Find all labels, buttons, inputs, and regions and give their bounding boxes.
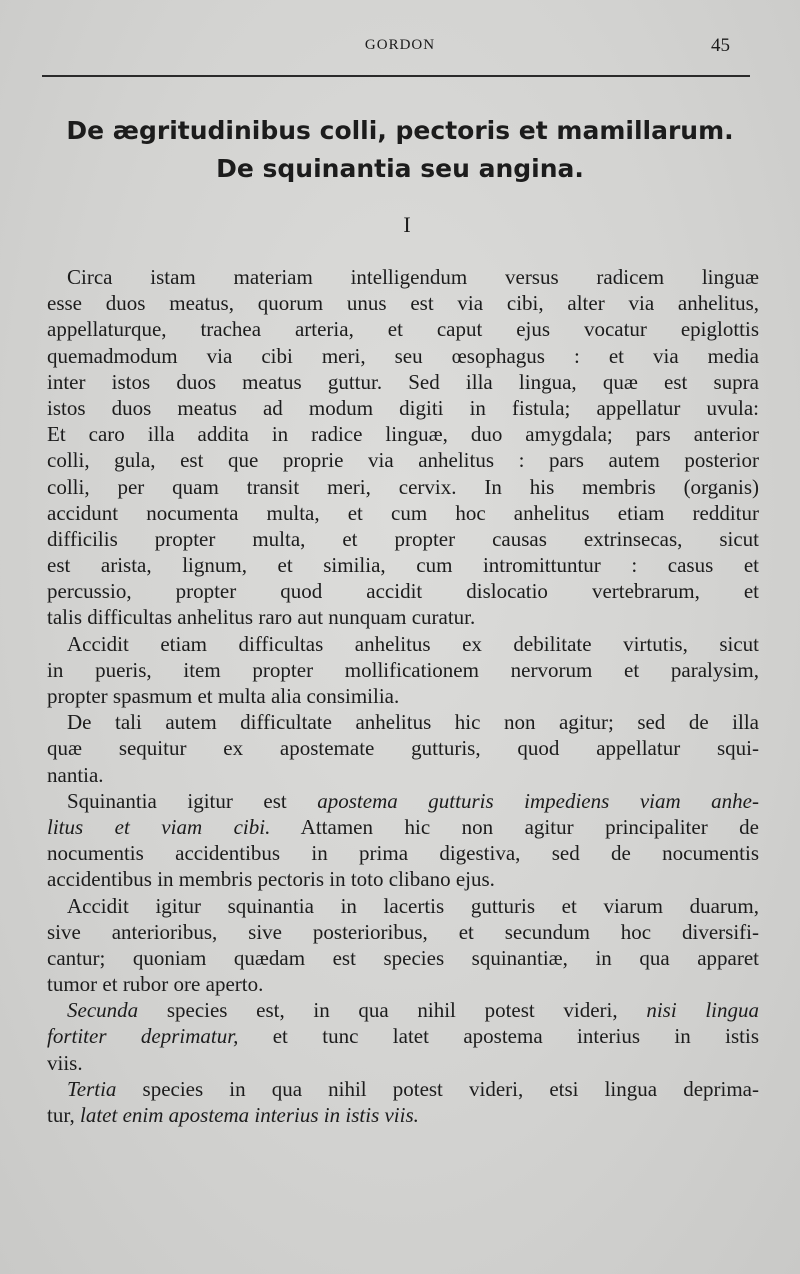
text-line: accidentibus in membris pectoris in toto clibano ejus. xyxy=(47,867,495,892)
text-line: esse duos meatus, quorum unus est via cibi, alter via anhelitus, xyxy=(47,291,759,316)
text-line: Accidit etiam difficultas anhelitus ex debilitate virtutis, sicut xyxy=(67,631,759,656)
italic-text: nisi lingua xyxy=(646,998,759,1023)
text-line: colli, gula, est que proprie via anhelitus : pars autem posterior xyxy=(47,448,759,473)
text-line xyxy=(47,1102,759,1128)
italic-text: Secunda xyxy=(67,998,139,1023)
text-line xyxy=(47,1076,759,1102)
text-line: sive anterioribus, sive posterioribus, et secundum hoc diversifi- xyxy=(47,919,759,944)
text-line: Et caro illa addita in radice linguæ, duo amygdala; pars anterior xyxy=(47,422,759,447)
text-segment: et tunc latet apostema interius in istis xyxy=(238,1024,759,1049)
text-segment: Squinantia igitur est xyxy=(67,788,318,813)
text-line: propter spasmum et multa alia consimilia. xyxy=(47,684,400,708)
text-line: Circa istam materiam intelligendum versus radicem linguæ xyxy=(67,265,759,289)
text-segment: species est, in qua nihil potest videri, xyxy=(138,998,647,1023)
text-line: talis difficultas anhelitus raro aut nunquam curatur. xyxy=(47,605,476,630)
section-number: I xyxy=(403,212,411,237)
text-line: istos duos meatus ad modum digiti in fistula; appellatur uvula: xyxy=(47,395,759,420)
running-head xyxy=(0,35,800,59)
text-line: in pueris, item propter mollificationem nervorum et paralysim, xyxy=(47,657,759,682)
text-line: accidunt nocumenta multa, et cum hoc anhelitus etiam redditur xyxy=(47,500,759,525)
text-line: inter istos duos meatus guttur. Sed illa lingua, quæ est supra xyxy=(47,369,759,394)
text-line xyxy=(47,814,759,840)
text-segment: species in qua nihil potest videri, etsi lingua deprima- xyxy=(116,1076,759,1101)
text-line: appellaturque, trachea arteria, et caput ejus vocatur epiglottis xyxy=(47,317,759,342)
body-text xyxy=(47,264,759,1128)
italic-text: Tertia xyxy=(67,1076,117,1101)
text-segment: Attamen hic non agitur principaliter de xyxy=(270,814,759,839)
text-line: viis. xyxy=(47,1050,83,1075)
italic-text: fortiter deprimatur, xyxy=(47,1024,239,1049)
text-line: difficilis propter multa, et propter causas extrinsecas, sicut xyxy=(47,526,759,551)
text-line: Accidit igitur squinantia in lacertis gutturis et viarum duarum, xyxy=(67,893,759,918)
text-line: cantur; quoniam quædam est species squinantiæ, in qua apparet xyxy=(47,945,759,970)
running-title: GORDON xyxy=(364,37,436,53)
header-rule xyxy=(42,75,750,77)
text-line xyxy=(47,997,759,1023)
chapter-titles xyxy=(0,112,800,188)
italic-text: latet enim apostema interius in istis viis. xyxy=(80,1103,419,1127)
text-line: De tali autem difficultate anhelitus hic non agitur; sed de illa xyxy=(67,710,759,735)
text-line: nocumentis accidentibus in prima digestiva, sed de nocumentis xyxy=(47,841,759,866)
text-line xyxy=(47,788,759,814)
italic-text: litus et viam cibi. xyxy=(47,814,271,839)
text-line: percussio, propter quod accidit dislocatio vertebrarum, et xyxy=(47,579,759,604)
chapter-title: De ægritudinibus colli, pectoris et mamillarum. xyxy=(66,116,734,145)
page-number: 45 xyxy=(711,35,730,56)
text-line: quemadmodum via cibi meri, seu œsophagus : et via media xyxy=(47,343,759,368)
chapter-subtitle: De squinantia seu angina. xyxy=(216,154,584,183)
text-line: tumor et rubor ore aperto. xyxy=(47,972,264,997)
text-line xyxy=(47,1023,759,1049)
text-line: nantia. xyxy=(47,762,104,787)
text-line: colli, per quam transit meri, cervix. In his membris (organis) xyxy=(47,474,759,499)
text-line: est arista, lignum, et similia, cum intromittuntur : casus et xyxy=(47,553,759,578)
text-segment: tur, xyxy=(47,1103,80,1127)
text-line: quæ sequitur ex apostemate gutturis, quod appellatur squi- xyxy=(47,736,759,761)
italic-text: apostema gutturis impediens viam anhe- xyxy=(317,788,759,813)
